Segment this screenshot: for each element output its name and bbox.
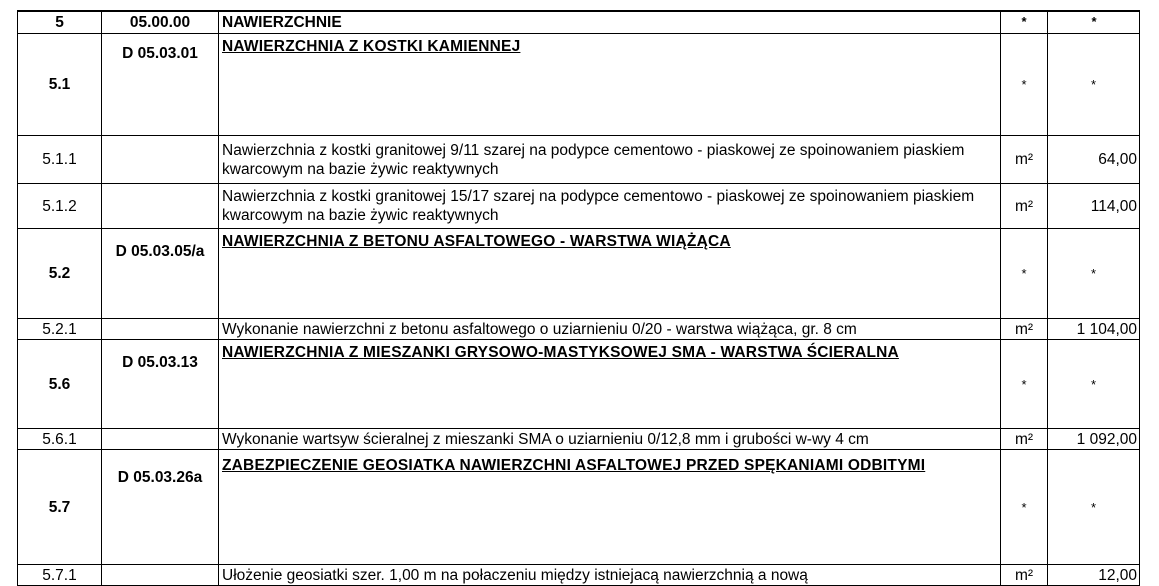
quantity-cell: *	[1048, 34, 1140, 136]
quantity-cell: *	[1048, 340, 1140, 429]
table-row-section	[18, 229, 1140, 319]
spec-code: D 05.03.26a	[102, 450, 219, 565]
spec-code	[102, 429, 219, 450]
spec-code: D 05.03.13	[102, 340, 219, 429]
unit-cell: *	[1001, 450, 1048, 565]
unit-cell: *	[1001, 340, 1048, 429]
item-number: 5.1	[18, 34, 102, 136]
spec-code: 05.00.00	[102, 11, 219, 34]
quantity-cell: 1 092,00	[1048, 429, 1140, 450]
table-row-item	[18, 319, 1140, 340]
item-number: 5.1.1	[18, 136, 102, 184]
unit-cell: m²	[1001, 429, 1048, 450]
item-description: Nawierzchnia z kostki granitowej 15/17 szarej na podypce cementowo - piaskowej ze spoinowaniem piaskiem kwarcowym na bazie żywic reaktywnych	[219, 184, 1001, 229]
table-row-section	[18, 340, 1140, 429]
section-title: NAWIERZCHNIE	[219, 11, 1001, 34]
item-number: 5.7	[18, 450, 102, 565]
unit-cell: m²	[1001, 136, 1048, 184]
table-row-item	[18, 565, 1140, 586]
item-description: Wykonanie wartsyw ścieralnej z mieszanki SMA o uziarnieniu 0/12,8 mm i grubości w-wy 4 cm	[219, 429, 1001, 450]
unit-cell: *	[1001, 34, 1048, 136]
spec-code	[102, 319, 219, 340]
table-row-item	[18, 136, 1140, 184]
item-number: 5.2.1	[18, 319, 102, 340]
item-description: Ułożenie geosiatki szer. 1,00 m na połaczeniu między istniejacą nawierzchnią a nową	[219, 565, 1001, 586]
quantity-cell: *	[1048, 450, 1140, 565]
spec-code	[102, 565, 219, 586]
cost-estimate-table	[17, 10, 1140, 586]
quantity-cell: *	[1048, 229, 1140, 319]
table-row-item	[18, 184, 1140, 229]
section-title: NAWIERZCHNIA Z MIESZANKI GRYSOWO-MASTYKSOWEJ SMA - WARSTWA ŚCIERALNA	[219, 340, 1001, 429]
section-title: NAWIERZCHNIA Z BETONU ASFALTOWEGO - WARSTWA WIĄŻĄCA	[219, 229, 1001, 319]
section-title: ZABEZPIECZENIE GEOSIATKA NAWIERZCHNI ASFALTOWEJ PRZED SPĘKANIAMI ODBITYMI	[219, 450, 1001, 565]
quantity-cell: *	[1048, 11, 1140, 34]
unit-cell: *	[1001, 11, 1048, 34]
spec-code	[102, 184, 219, 229]
spec-code: D 05.03.01	[102, 34, 219, 136]
item-number: 5	[18, 11, 102, 34]
section-title: NAWIERZCHNIA Z KOSTKI KAMIENNEJ	[219, 34, 1001, 136]
unit-cell: m²	[1001, 565, 1048, 586]
item-number: 5.7.1	[18, 565, 102, 586]
unit-cell: m²	[1001, 184, 1048, 229]
quantity-cell: 114,00	[1048, 184, 1140, 229]
item-description: Nawierzchnia z kostki granitowej 9/11 szarej na podypce cementowo - piaskowej ze spoinowaniem piaskiem kwarcowym na bazie żywic reaktywnych	[219, 136, 1001, 184]
table-row-item	[18, 429, 1140, 450]
spec-code: D 05.03.05/a	[102, 229, 219, 319]
spec-code	[102, 136, 219, 184]
item-number: 5.6	[18, 340, 102, 429]
unit-cell: *	[1001, 229, 1048, 319]
item-number: 5.2	[18, 229, 102, 319]
table-row-header-5	[18, 11, 1140, 34]
item-number: 5.1.2	[18, 184, 102, 229]
table-row-section	[18, 34, 1140, 136]
table-row-section	[18, 450, 1140, 565]
quantity-cell: 1 104,00	[1048, 319, 1140, 340]
item-number: 5.6.1	[18, 429, 102, 450]
unit-cell: m²	[1001, 319, 1048, 340]
item-description: Wykonanie nawierzchni z betonu asfaltowego o uziarnieniu 0/20 - warstwa wiążąca, gr. 8 cm	[219, 319, 1001, 340]
quantity-cell: 12,00	[1048, 565, 1140, 586]
quantity-cell: 64,00	[1048, 136, 1140, 184]
